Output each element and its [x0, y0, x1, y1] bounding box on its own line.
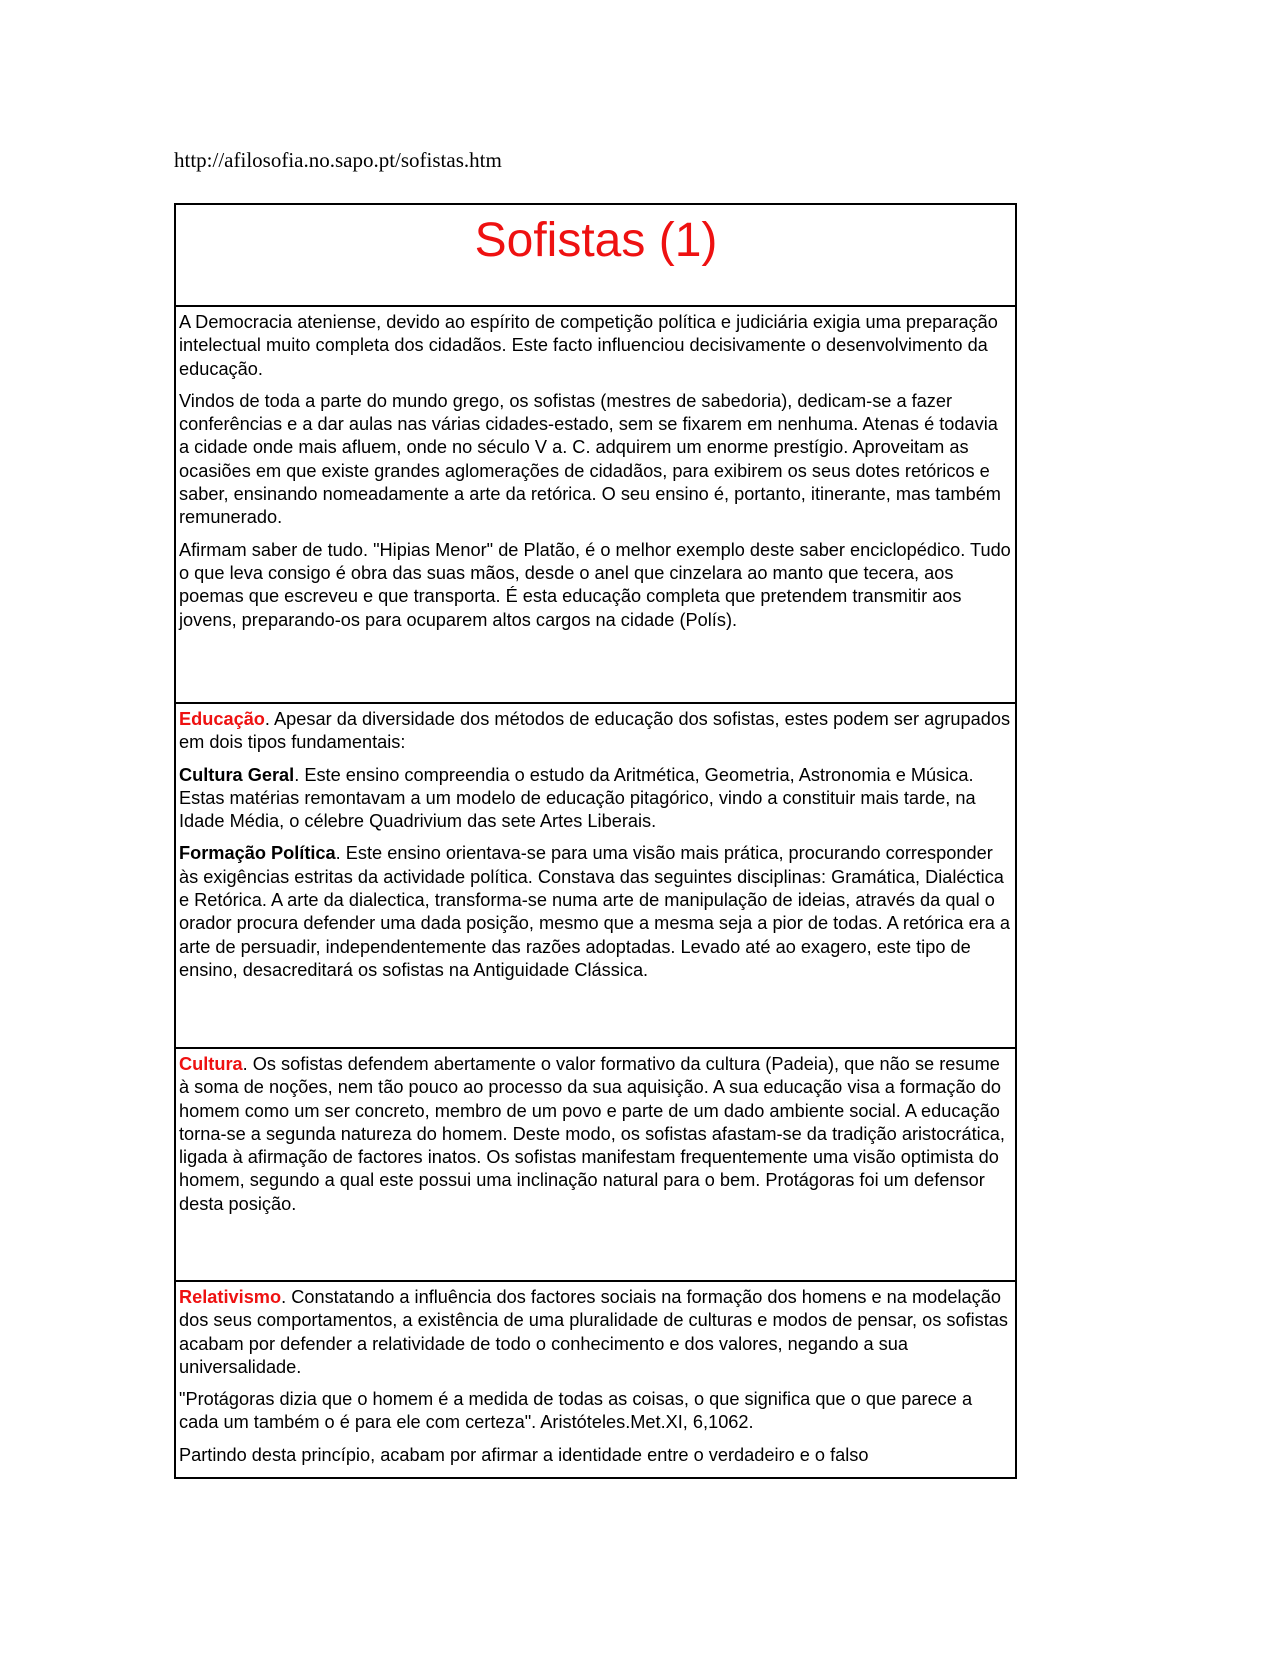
- title-cell: [176, 205, 1015, 305]
- intro-cell: [176, 305, 1015, 702]
- page-title: Sofistas (1): [474, 214, 718, 267]
- educacao-paragraph: [179, 704, 1013, 755]
- relativismo-last-paragraph: Partindo desta princípio, acabam por afirmar a identidade entre o verdadeiro e o falso: [179, 1444, 869, 1465]
- relativismo-paragraph: [179, 1282, 1013, 1379]
- cultura-geral-text: . Este ensino compreendia o estudo da Aritmética, Geometria, Astronomia e Música. Estas matérias remontavam a um modelo de educação pitagórico, vindo a constituir mais tarde, na Idade Média, o célebre Quadrivium das sete Artes Liberais.: [179, 764, 976, 832]
- relativismo-cell: [176, 1280, 1015, 1477]
- cultura-paragraph: [179, 1049, 1013, 1216]
- cultura-text: . Os sofistas defendem abertamente o valor formativo da cultura (Padeia), que não se resume à soma de noções, nem tão pouco ao processo da sua aquisição. A sua educação visa a formação do homem como um ser concreto, membro de um povo e parte de um dado ambiente social. A educação torna-se a segunda natureza do homem. Deste modo, os sofistas afastam-se da tradição aristocrática, ligada à afirmação de factores inatos. Os sofistas manifestam frequentemente uma visão optimista do homem, segundo a qual este possui uma inclinação natural para o bem. Protágoras foi um defensor desta posição.: [179, 1054, 1005, 1214]
- formacao-politica-paragraph: [179, 842, 1013, 982]
- intro-paragraph-1: A Democracia ateniense, devido ao espírito de competição política e judiciária exigia uma preparação intelectual muito completa dos cidadãos. Este facto influenciou decisivamente o desenvolvimento da educação.: [179, 312, 998, 379]
- cultura-geral-heading: Cultura Geral: [179, 764, 295, 785]
- formacao-politica-text: . Este ensino orientava-se para uma visão mais prática, procurando corresponder às exigências estritas da actividade política. Constava das seguintes disciplinas: Gramática, Dialéctica e Retórica. A arte da dialectica, transforma-se numa arte de manipulação de ideias, através da qual o orador procura defender uma dada posição, mesmo que a mesma seja a pior de todas. A retórica era a arte de persuadir, independentemente das razões adoptadas. Levado até ao exagero, este tipo de ensino, desacreditará os sofistas na Antiguidade Clássica.: [179, 843, 1011, 980]
- cultura-heading: Cultura: [179, 1054, 243, 1074]
- educacao-text: . Apesar da diversidade dos métodos de educação dos sofistas, estes podem ser agrupados em dois tipos fundamentais:: [179, 709, 1011, 753]
- educacao-heading: Educação: [179, 709, 265, 729]
- cultura-geral-paragraph: [179, 764, 1013, 834]
- protagoras-quote: "Protágoras dizia que o homem é a medida de todas as coisas, o que significa que o que parece a cada um também o é para ele com certeza". Aristóteles.Met.XI, 6,1062.: [179, 1389, 973, 1433]
- educacao-cell: [176, 702, 1015, 1047]
- intro-paragraph-2: Vindos de toda a parte do mundo grego, os sofistas (mestres de sabedoria), dedicam-se a fazer conferências e a dar aulas nas várias cidades-estado, sem se fixarem em nenhuma. Atenas é todavia a cidade onde mais afluem, onde no século V a. C. adquirem um enorme prestígio. Aproveitam as ocasiões em que existe grandes aglomerações de cidadãos, para exibirem os seus dotes retóricos e saber, ensinando nomeadamente a arte da retórica. O seu ensino é, portanto, itinerante, mas também remunerado.: [179, 390, 1001, 528]
- cultura-cell: [176, 1047, 1015, 1280]
- relativismo-heading: Relativismo: [179, 1287, 282, 1307]
- intro-paragraph-3: Afirmam saber de tudo. "Hipias Menor" de Platão, é o melhor exemplo deste saber enciclopédico. Tudo o que leva consigo é obra das suas mãos, desde o anel que cinzelara ao manto que tecera, aos poemas que escreveu e que transporta. É esta educação completa que pretendem transmitir aos jovens, preparando-os para ocuparem altos cargos na cidade (Polís).: [179, 539, 1011, 630]
- formacao-politica-heading: Formação Política: [179, 843, 336, 864]
- content-table: [174, 203, 1017, 1479]
- relativismo-text: . Constatando a influência dos factores sociais na formação dos homens e na modelação dos seus comportamentos, a existência de uma pluralidade de culturas e modos de pensar, os sofistas acabam por defender a relatividade de todo o conhecimento e dos valores, negando a sua universalidade.: [179, 1287, 1009, 1377]
- source-url: http://afilosofia.no.sapo.pt/sofistas.htm: [174, 148, 502, 172]
